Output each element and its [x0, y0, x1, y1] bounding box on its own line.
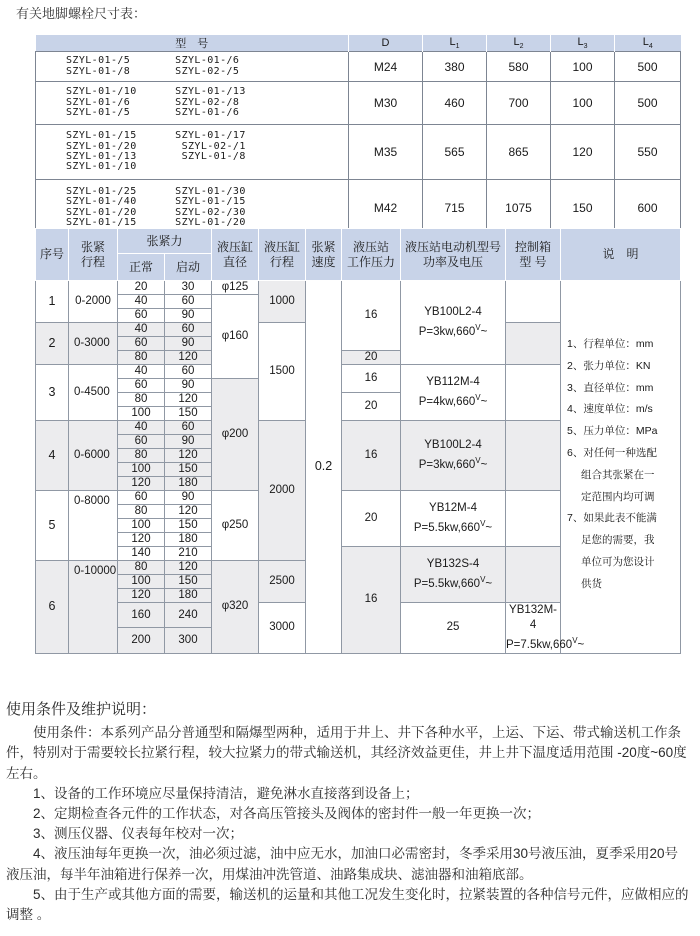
motor-power-line	[401, 516, 505, 536]
pressure: 25	[401, 603, 506, 654]
force-start: 150	[165, 463, 212, 477]
bolt-models: SZYL-01-/15 SZYL-01-/17 SZYL-01-/20 SZYL-02-/1 SZYL-01-/13 SZYL-01-/8 SZYL-01-/10	[36, 125, 349, 180]
note-line: 6、对任何一种选配	[567, 446, 657, 459]
note-line: 5、压力单位：MPa	[567, 425, 658, 438]
bolt-d: M24	[349, 52, 423, 82]
force-normal: 60	[118, 337, 165, 351]
force-normal: 160	[118, 603, 165, 628]
header-l1: $L_1$	[423, 35, 487, 52]
motor-power: P=7.5kw,660	[506, 638, 573, 651]
force-start: 120	[165, 561, 212, 575]
force-normal: 60	[118, 435, 165, 449]
motor-power: P=5.5kw,660	[413, 577, 481, 590]
motor-power: P=3kw,660	[418, 458, 476, 471]
bolt-l2: 580	[487, 52, 551, 82]
force-start: 180	[165, 533, 212, 547]
usage-paragraph: 3、测压仪器、仪表每年校对一次；	[33, 826, 244, 842]
force-normal: 60	[118, 491, 165, 505]
motor-ac-symbol: ~	[480, 325, 488, 338]
control-box	[506, 323, 561, 365]
force-start: 120	[165, 351, 212, 365]
bore: φ125	[212, 281, 259, 295]
bolt-row	[36, 82, 681, 125]
header-d: D	[349, 35, 423, 52]
force-normal: 120	[118, 477, 165, 491]
motor-power: P=5.5kw,660	[413, 521, 481, 534]
bolt-l1: 565	[423, 125, 487, 180]
header-stroke: 张紧 行程	[69, 229, 118, 281]
bolt-table-title: 有关地脚螺栓尺寸表：	[16, 6, 147, 21]
control-box	[506, 421, 561, 491]
bolt-l3: 100	[551, 82, 615, 125]
force-normal: 80	[118, 351, 165, 365]
bolt-l4: 600	[615, 180, 681, 236]
bolt-l1: 380	[423, 52, 487, 82]
force-normal: 80	[118, 505, 165, 519]
usage-paragraph: 使用条件：本系列产品分普通型和隔爆型两种，适用于井上、井下各种水平，上运、下运、带式输送机工作条件，特别对于需要较长拉紧行程，较大拉紧力的带式输送机，其经济效益更佳，井上井下温度适用范围 -20度~60度左右。	[6, 725, 687, 781]
notes-column	[561, 281, 681, 654]
motor-power-line	[401, 320, 505, 340]
group-no: 4	[36, 421, 69, 491]
force-start: 150	[165, 575, 212, 589]
force-start: 150	[165, 519, 212, 533]
force-normal: 40	[118, 365, 165, 379]
force-start: 30	[165, 281, 212, 295]
bolt-l4: 500	[615, 82, 681, 125]
motor-power-line	[401, 453, 505, 473]
cyl-stroke: 1000	[259, 281, 306, 323]
header-bore: 液压缸 直径	[212, 229, 259, 281]
header-l4: $L_4$	[615, 35, 681, 52]
force-start: 90	[165, 337, 212, 351]
pressure: 20	[342, 393, 401, 421]
force-start: 60	[165, 365, 212, 379]
force-start: 90	[165, 379, 212, 393]
group-no: 1	[36, 281, 69, 323]
header-pressure: 液压站 工作压力	[342, 229, 401, 281]
pressure: 16	[342, 281, 401, 351]
cyl-stroke: 2500	[259, 561, 306, 603]
control-box	[506, 281, 561, 323]
header-motor: 液压站电动机型号 功率及电压	[401, 229, 506, 281]
group-stroke: 0-2000	[69, 281, 118, 323]
cyl-stroke: 3000	[259, 603, 306, 654]
header-start: 启动	[165, 254, 212, 281]
force-normal: 120	[118, 533, 165, 547]
force-start: 120	[165, 505, 212, 519]
bolt-l4: 500	[615, 52, 681, 82]
bolt-d: M30	[349, 82, 423, 125]
force-start: 90	[165, 309, 212, 323]
cyl-stroke: 2000	[259, 421, 306, 561]
bolt-l1: 460	[423, 82, 487, 125]
force-normal: 140	[118, 547, 165, 561]
note-line: 定范围内均可调	[581, 490, 655, 503]
pressure: 16	[342, 365, 401, 393]
force-start: 60	[165, 421, 212, 435]
note-line: 单位可为您设计	[581, 555, 655, 568]
motor-model: YB100L2-4	[424, 439, 482, 452]
motor-spec	[506, 603, 585, 654]
bolt-row	[36, 125, 681, 180]
force-start: 180	[165, 589, 212, 603]
force-start: 300	[165, 628, 212, 653]
force-normal: 100	[118, 575, 165, 589]
bolt-l3: 120	[551, 125, 615, 180]
note-line: 7、如果此表不能满	[567, 512, 657, 525]
motor-ac-symbol: ~	[577, 638, 585, 651]
force-start: 60	[165, 295, 212, 309]
motor-model: YB132M-4	[509, 604, 557, 631]
force-normal: 100	[118, 519, 165, 533]
motor-spec	[401, 421, 506, 491]
group-no: 6	[36, 561, 69, 654]
bolt-models: SZYL-01-/5 SZYL-01-/6 SZYL-01-/8 SZYL-02-/5	[36, 52, 349, 82]
bolt-l2: 700	[487, 82, 551, 125]
force-start: 90	[165, 491, 212, 505]
bore: φ250	[212, 491, 259, 561]
bore: φ200	[212, 379, 259, 491]
force-start: 90	[165, 435, 212, 449]
spec-header-row	[36, 229, 681, 254]
bolt-header-row	[36, 35, 681, 52]
motor-spec	[401, 365, 506, 421]
usage-paragraph: 4、液压油每年更换一次，油必须过滤，油中应无水，加油口必需密封，冬季采用30号液压油，夏季采用20号液压油，每半年油箱进行保养一次，用煤油冲洗管道、油路集成块、滤油器和油箱底部。	[6, 846, 679, 882]
force-normal: 60	[118, 379, 165, 393]
header-normal: 正常	[118, 254, 165, 281]
bore: φ160	[212, 295, 259, 379]
tensioner-spec-table	[35, 228, 681, 654]
bore: φ320	[212, 561, 259, 654]
force-start: 120	[165, 449, 212, 463]
motor-power-line	[506, 633, 585, 653]
group-stroke: 0-3000	[69, 323, 118, 365]
motor-model: YB132S-4	[426, 558, 480, 571]
usage-heading: 使用条件及维护说明：	[6, 701, 157, 718]
header-cyl-stroke: 液压缸 行程	[259, 229, 306, 281]
force-normal: 80	[118, 449, 165, 463]
pressure: 20	[342, 491, 401, 547]
bolt-l3: 100	[551, 52, 615, 82]
force-start: 210	[165, 547, 212, 561]
force-normal: 40	[118, 323, 165, 337]
note-line: 2、张力单位：KN	[567, 359, 651, 372]
motor-voltage-unit: V	[475, 323, 481, 333]
header-l3: $L_3$	[551, 35, 615, 52]
header-force: 张紧力	[118, 229, 212, 254]
motor-power-line	[401, 572, 505, 592]
header-notes: 说 明	[561, 229, 681, 281]
bolt-models: SZYL-01-/25 SZYL-01-/30 SZYL-01-/40 SZYL-01-/15 SZYL-01-/20 SZYL-02-/30 SZYL-01-/15 SZYL-01-/20	[36, 180, 349, 236]
motor-power-line	[401, 390, 505, 410]
force-normal: 60	[118, 309, 165, 323]
motor-voltage-unit: V	[480, 519, 486, 529]
force-start: 120	[165, 393, 212, 407]
bolt-d: M42	[349, 180, 423, 236]
group-stroke: 0-4500	[69, 365, 118, 421]
force-normal: 120	[118, 589, 165, 603]
force-normal: 80	[118, 393, 165, 407]
bolt-d: M35	[349, 125, 423, 180]
bolt-l4: 550	[615, 125, 681, 180]
force-normal: 40	[118, 295, 165, 309]
cyl-stroke: 1500	[259, 323, 306, 421]
control-box	[506, 365, 561, 421]
pressure: 16	[342, 421, 401, 491]
force-normal: 200	[118, 628, 165, 653]
header-control: 控制箱 型 号	[506, 229, 561, 281]
force-normal: 20	[118, 281, 165, 295]
bolt-row	[36, 52, 681, 82]
spec-row	[36, 281, 681, 295]
force-normal: 40	[118, 421, 165, 435]
force-normal: 100	[118, 407, 165, 421]
speed: 0.2	[306, 281, 342, 654]
motor-voltage-unit: V	[572, 636, 578, 645]
group-no: 3	[36, 365, 69, 421]
motor-model: YB100L2-4	[424, 306, 482, 319]
force-normal: 100	[118, 463, 165, 477]
motor-voltage-unit: V	[475, 393, 481, 403]
motor-model: YB112M-4	[426, 376, 480, 389]
bolt-l1: 715	[423, 180, 487, 236]
note-line: 足您的需要，我	[581, 534, 655, 547]
usage-paragraph: 5、由于生产或其他方面的需要，输送机的运量和其他工况发生变化时，拉紧装置的各种信号元件，应做相应的调整 。	[6, 886, 689, 923]
usage-paragraph: 2、定期检查各元件的工作状态，对各高压管接头及阀体的密封件一般一年更换一次；	[33, 806, 541, 822]
bolt-l2: 1075	[487, 180, 551, 236]
group-no: 2	[36, 323, 69, 365]
anchor-bolt-table	[35, 35, 681, 236]
force-normal: 80	[118, 561, 165, 575]
header-speed: 张紧 速度	[306, 229, 342, 281]
note-line: 1、行程单位：mm	[567, 338, 654, 350]
group-no: 5	[36, 491, 69, 561]
pressure: 16	[342, 547, 401, 654]
motor-ac-symbol: ~	[480, 458, 488, 471]
header-model: 型 号	[36, 35, 349, 52]
force-start: 150	[165, 407, 212, 421]
motor-voltage-unit: V	[480, 575, 486, 585]
usage-paragraph: 1、设备的工作环境应尽量保持清洁，避免淋水直接落到设备上；	[33, 785, 419, 801]
motor-ac-symbol: ~	[485, 577, 493, 590]
control-box	[506, 547, 561, 603]
header-no: 序号	[36, 229, 69, 281]
group-stroke: 0-6000	[69, 421, 118, 491]
group-stroke: 0-8000	[69, 491, 118, 561]
motor-model: YB12M-4	[429, 502, 477, 515]
bolt-l2: 865	[487, 125, 551, 180]
note-line: 4、速度单位：m/s	[567, 403, 653, 416]
note-line: 供货	[581, 577, 603, 590]
motor-power: P=3kw,660	[418, 325, 476, 338]
motor-ac-symbol: ~	[485, 521, 493, 534]
bolt-l3: 150	[551, 180, 615, 236]
motor-power: P=4kw,660	[418, 395, 476, 408]
force-start: 240	[165, 603, 212, 628]
force-start: 180	[165, 477, 212, 491]
motor-spec	[401, 547, 506, 603]
motor-voltage-unit: V	[475, 456, 481, 466]
motor-spec	[401, 281, 506, 365]
note-line: 组合其张紧在一	[581, 468, 655, 481]
header-l2: $L_2$	[487, 35, 551, 52]
force-start: 60	[165, 323, 212, 337]
motor-ac-symbol: ~	[480, 395, 488, 408]
usage-notes	[6, 700, 690, 925]
note-line: 3、直径单位：mm	[567, 381, 654, 394]
pressure: 20	[342, 351, 401, 365]
control-box	[506, 491, 561, 547]
motor-spec	[401, 491, 506, 547]
bolt-models: SZYL-01-/10 SZYL-01-/13 SZYL-01-/6 SZYL-02-/8 SZYL-01-/5 SZYL-01-/6	[36, 82, 349, 125]
group-stroke: 0-10000	[69, 561, 118, 654]
